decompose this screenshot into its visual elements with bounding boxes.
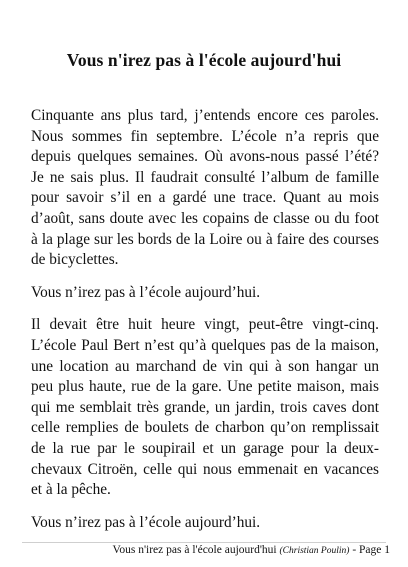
paragraph-2: Vous n’irez pas à l’école aujourd’hui. (31, 283, 261, 301)
footer-doc-title: Vous n'irez pas à l'école aujourd'hui (112, 544, 277, 556)
page-footer (113, 544, 390, 556)
document-title: Vous n'irez pas à l'école aujourd'hui (66, 50, 342, 70)
footer-page-number: - Page 1 (352, 544, 390, 556)
paragraph-1: Cinquante ans plus tard, j’entends encore ces paroles. Nous sommes fin septembre. L’école n’a repris que depuis quelques semaines. Où avons-nous passé l’été? Je ne sais plus. Il faudrait consulté l’album de famille pour savoir s’il en a gardé une trace. Quant au mois d’août, sans doute avec les copains de classe ou du foot à la plage sur les bords de la Loire ou à faire des courses de bicyclettes. (31, 107, 379, 269)
document-body (31, 106, 379, 545)
footer-author: (Christian Poulin) (279, 546, 350, 556)
paragraph-3: Il devait être huit heure vingt, peut-être vingt-cinq. L’école Paul Bert n’est qu’à quelques pas de la maison, une location au marchand de vin qui à son hangar un peu plus haute, rue de la gare. Une petite maison, mais qui me semblait très grande, un jardin, trois caves dont celle remplies de boulets de charbon qu’on remplissait de la rue par le soupirail et un garage pour la deux-chevaux Citroën, celle qui nous emmenait en vacances et à la pêche. (31, 316, 379, 499)
paragraph-4: Vous n’irez pas à l’école aujourd’hui. (31, 513, 261, 531)
footer-divider (22, 542, 386, 543)
